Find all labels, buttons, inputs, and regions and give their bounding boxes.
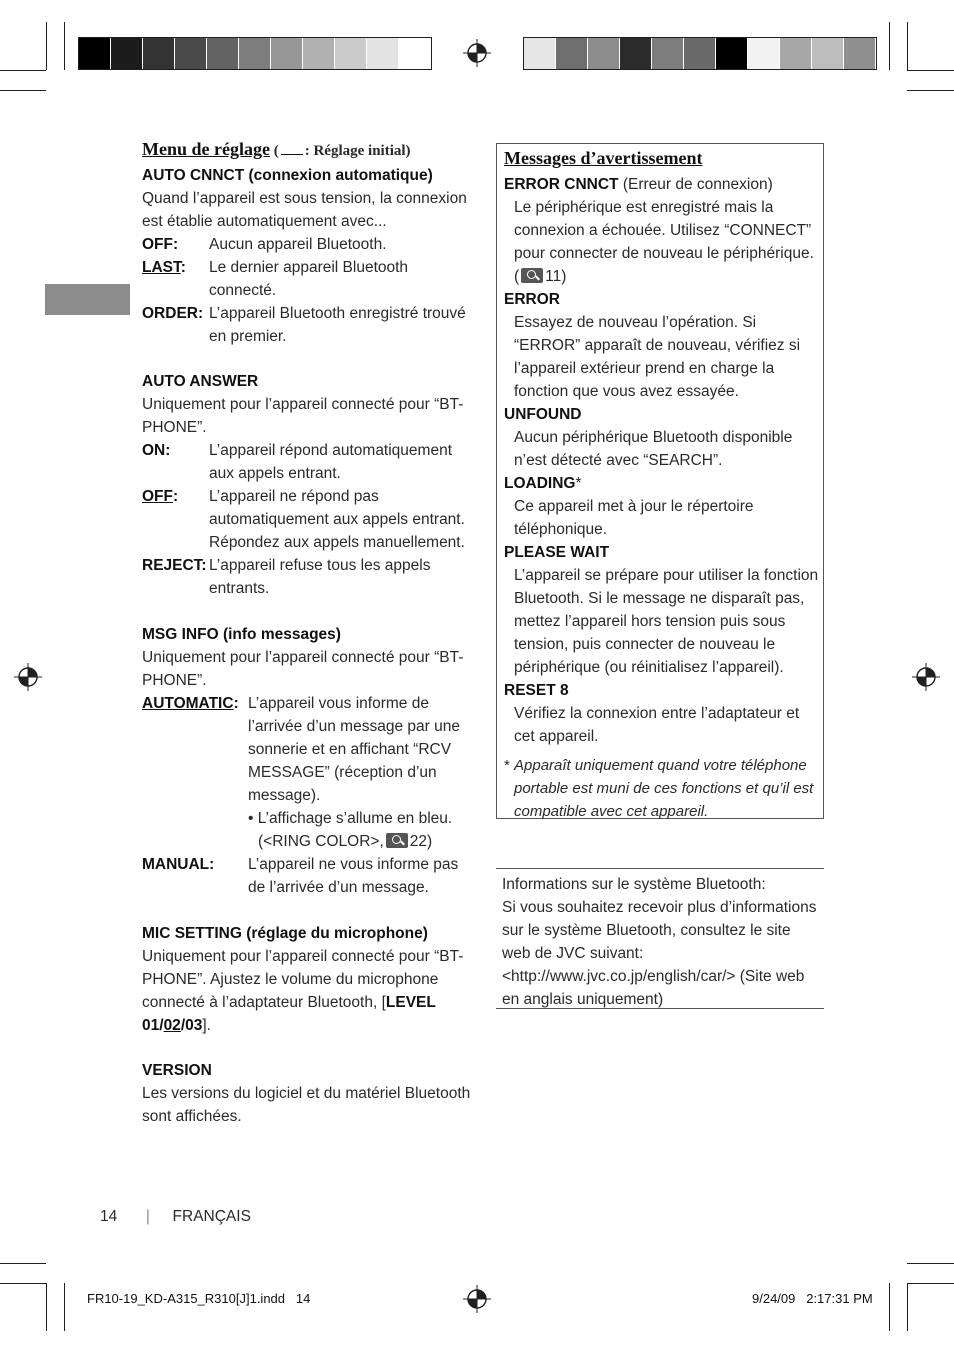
magnifier-icon	[521, 268, 543, 283]
msg-error-cnnct	[504, 173, 822, 288]
msg-term-note: *	[575, 475, 582, 492]
color-swatch	[303, 38, 335, 69]
bullet-text: • L’affichage s’allume en bleu. (<RING COLOR>,	[248, 810, 453, 850]
mic-setting-text: Uniquement pour l’appareil connecté pour “BT-PHONE”. Ajustez le volume du microphone connecté à l’adaptateur Bluetooth,	[142, 948, 464, 1011]
level-bracket: [	[381, 994, 386, 1011]
option-colon: :	[180, 259, 186, 276]
page-footer	[100, 1208, 251, 1226]
color-swatch	[652, 38, 684, 69]
option-term: ON:	[142, 442, 171, 459]
menu-heading-note-open: (	[269, 143, 279, 159]
auto-answer-desc: Uniquement pour l’appareil connecté pour “BT-PHONE”.	[142, 396, 464, 436]
footnote-star: *	[504, 757, 510, 774]
msg-desc: Essayez de nouveau l’opération. Si “ERROR” apparaît de nouveau, vérifiez si l’appareil extérieur prend en charge la fonction que vous avez essayée.	[514, 314, 801, 400]
color-swatch	[239, 38, 271, 69]
auto-cnnct-order	[142, 302, 477, 348]
auto-cnnct-desc: Quand l’appareil est sous tension, la connexion est établie automatiquement avec...	[142, 190, 467, 230]
bluetooth-info-box	[496, 868, 824, 1009]
warning-heading: Messages d’avertissement	[504, 148, 703, 168]
menu-heading-title: Menu de réglage	[142, 139, 270, 159]
msg-term: PLEASE WAIT	[504, 544, 610, 561]
option-term: OFF:	[142, 236, 179, 253]
color-swatch	[812, 38, 844, 69]
auto-answer-off	[142, 485, 477, 554]
option-desc: L’appareil ne vous informe pas de l’arrivée d’un message.	[248, 856, 459, 896]
msg-info-desc: Uniquement pour l’appareil connecté pour “BT-PHONE”.	[142, 649, 464, 689]
footnote-text: Apparaît uniquement quand votre téléphone portable est muni de ces fonctions et qu’il est compatible avec cet appareil.	[514, 757, 814, 820]
auto-cnnct-title: AUTO CNNCT (connexion automatique)	[142, 167, 433, 184]
bullet-ref: 22)	[409, 833, 433, 850]
underline-symbol	[281, 142, 303, 155]
msg-term: ERROR	[504, 291, 560, 308]
color-swatch	[399, 38, 431, 69]
msg-info-title: MSG INFO (info messages)	[142, 626, 341, 643]
registration-mark-left	[14, 663, 42, 691]
color-swatch	[367, 38, 399, 69]
version-title: VERSION	[142, 1062, 212, 1079]
mic-setting-desc	[142, 945, 477, 1037]
msg-term-note: (Erreur de connexion)	[618, 176, 773, 193]
option-desc: Le dernier appareil Bluetooth connecté.	[209, 259, 409, 299]
msg-ref-open: (	[514, 268, 520, 285]
msg-unfound	[504, 403, 822, 472]
msg-error	[504, 288, 822, 403]
option-term: MANUAL:	[142, 856, 215, 873]
color-swatch	[620, 38, 652, 69]
color-swatch	[556, 38, 588, 69]
registration-mark-right	[912, 663, 940, 691]
level-bracket-close: ].	[202, 1017, 211, 1034]
option-colon: :	[233, 695, 239, 712]
msg-desc: Ce appareil met à jour le répertoire téléphonique.	[514, 498, 754, 538]
version-desc: Les versions du logiciel et du matériel Bluetooth sont affichées.	[142, 1085, 471, 1125]
color-swatch	[524, 38, 556, 69]
msg-desc: Le périphérique est enregistré mais la connexion a échouée. Utilisez “CONNECT” pour connecter de nouveau le périphérique.	[514, 199, 814, 262]
msg-desc: L’appareil se prépare pour utiliser la fonction Bluetooth. Si le message ne disparaît pas, mettez l’appareil hors tension puis sous tension, puis connecter de nouveau le périphérique (ou réinitialisez l’appareil).	[514, 567, 819, 676]
option-colon: :	[173, 488, 179, 505]
footnote	[504, 754, 822, 823]
auto-cnnct-last	[142, 256, 477, 302]
menu-heading	[142, 138, 477, 164]
option-term: ORDER:	[142, 305, 204, 322]
option-desc: Aucun appareil Bluetooth.	[209, 236, 387, 253]
color-swatch	[844, 38, 876, 69]
color-bar-left	[78, 37, 432, 70]
color-swatch	[588, 38, 620, 69]
msg-loading	[504, 472, 822, 541]
color-swatch	[748, 38, 780, 69]
color-swatch	[335, 38, 367, 69]
level-3: /03	[180, 1017, 203, 1034]
color-swatch	[271, 38, 303, 69]
footer-language: FRANÇAIS	[172, 1208, 251, 1225]
auto-answer-on	[142, 439, 477, 485]
msg-term: ERROR CNNCT	[504, 176, 619, 193]
color-swatch	[175, 38, 207, 69]
option-bullet	[248, 807, 477, 853]
msg-info-automatic	[142, 692, 477, 853]
msg-ref: 11)	[545, 268, 567, 285]
msg-term: UNFOUND	[504, 406, 582, 423]
option-desc: L’appareil Bluetooth enregistré trouvé en premier.	[209, 305, 466, 345]
registration-mark-top	[463, 39, 491, 67]
option-desc: L’appareil refuse tous les appels entrants.	[209, 557, 431, 597]
color-swatch	[79, 38, 111, 69]
info-title: Informations sur le système Bluetooth:	[502, 876, 766, 893]
msg-reset-8	[504, 679, 822, 748]
color-swatch	[684, 38, 716, 69]
section-tab-marker	[45, 284, 130, 315]
print-file-info: FR10-19_KD-A315_R310[J]1.indd 14	[87, 1291, 311, 1306]
option-desc: L’appareil vous informe de l’arrivée d’un message par une sonnerie et en affichant “RCV MESSAGE” (réception d’un message).	[248, 695, 460, 804]
auto-answer-reject	[142, 554, 477, 600]
option-term: OFF	[142, 488, 173, 505]
registration-mark-bottom	[463, 1285, 491, 1313]
page-number: 14	[100, 1208, 118, 1225]
print-date-info: 9/24/09 2:17:31 PM	[752, 1291, 873, 1306]
msg-desc: Vérifiez la connexion entre l’adaptateur et cet appareil.	[514, 705, 800, 745]
info-text: Si vous souhaitez recevoir plus d’informations sur le système Bluetooth, consultez le site web de JVC suivant: <http://www.jvc.co.jp/english/car/> (Site web en anglais uniquement)	[502, 899, 817, 1008]
option-term: LAST	[142, 259, 181, 276]
magnifier-icon	[386, 833, 408, 848]
msg-info-manual	[142, 853, 477, 899]
auto-answer-title: AUTO ANSWER	[142, 373, 259, 390]
warning-messages-box	[496, 143, 824, 819]
option-desc: L’appareil ne répond pas automatiquement aux appels entrant. Répondez aux appels manuellement.	[209, 488, 465, 551]
option-term: REJECT:	[142, 557, 207, 574]
level-1: LEVEL 01/	[142, 994, 436, 1034]
color-swatch	[780, 38, 812, 69]
color-swatch	[143, 38, 175, 69]
option-desc: L’appareil répond automatiquement aux appels entrant.	[209, 442, 453, 482]
msg-please-wait	[504, 541, 822, 679]
option-term: AUTOMATIC	[142, 695, 234, 712]
color-swatch	[207, 38, 239, 69]
mic-setting-title: MIC SETTING (réglage du microphone)	[142, 925, 428, 942]
footer-separator: |	[145, 1208, 150, 1225]
msg-term: RESET 8	[504, 682, 569, 699]
color-swatch	[111, 38, 143, 69]
auto-cnnct-off	[142, 233, 477, 256]
color-bar-right	[523, 37, 877, 70]
msg-desc: Aucun périphérique Bluetooth disponible n’est détecté avec “SEARCH”.	[514, 429, 793, 469]
menu-heading-note: : Réglage initial)	[304, 143, 411, 159]
color-swatch	[716, 38, 748, 69]
msg-term: LOADING	[504, 475, 576, 492]
level-2-default: 02	[163, 1017, 181, 1034]
left-column	[142, 138, 477, 1128]
